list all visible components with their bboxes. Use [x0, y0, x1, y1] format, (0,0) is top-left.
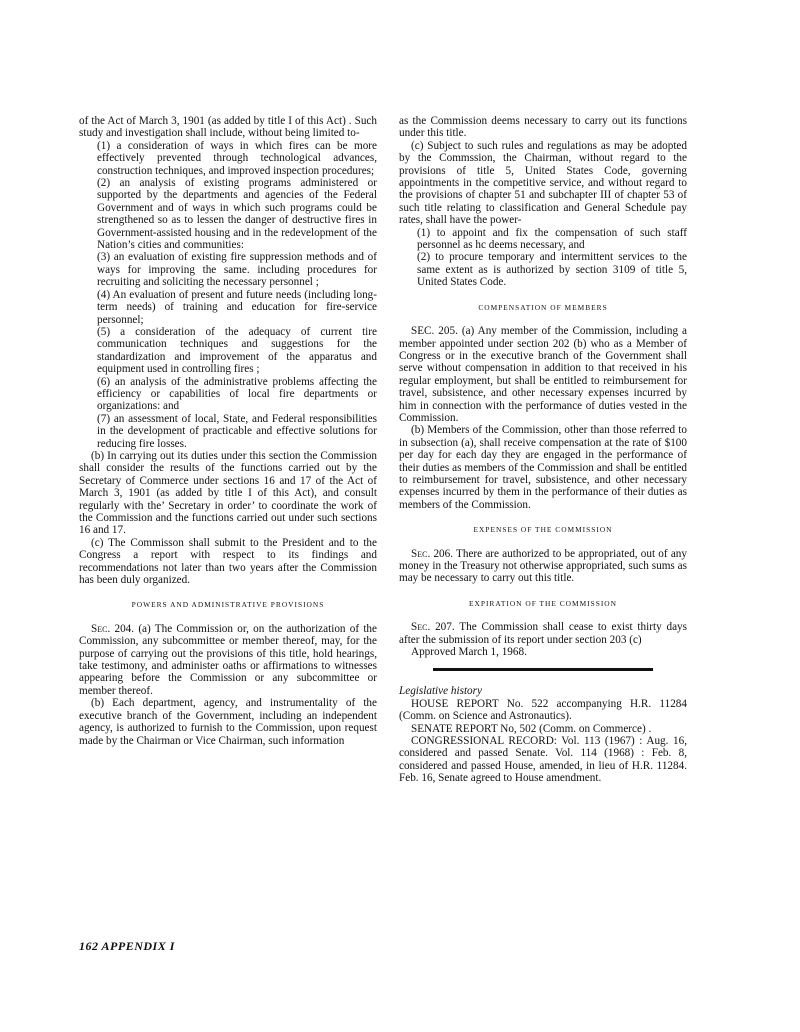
section-207-label: Sec	[411, 621, 428, 634]
continued-paragraph: as the Commission deems necessary to carry out its functions under this title.	[399, 115, 687, 140]
item-2: (2) an analysis of existing programs administered or supported by the departments and agencies of the Federal Government and of ways in which such programs could be strengthened so as to lessen the danger of destructive fires in Government-assisted housing and in the redevelopment of the Nation’s cities and communities:	[97, 177, 377, 252]
section-206	[399, 548, 687, 585]
left-column	[79, 115, 377, 747]
item-4: (4) An evaluation of present and future needs (including long-term needs) of training and education for fire-service personnel;	[97, 288, 377, 326]
item-c2: (2) to procure temporary and intermittent services to the same extent as is authorized by section 3109 of title 5, United States Code.	[417, 251, 687, 289]
section-207	[399, 621, 687, 646]
horizontal-rule	[433, 668, 653, 671]
item-6: (6) an analysis of the administrative problems affecting the efficiency or capabilities of local fire departments or organizations: and	[97, 375, 377, 413]
page-footer: 162 APPENDIX I	[79, 939, 175, 953]
section-206-label: Sec	[411, 547, 428, 560]
legislative-history-title: Legislative history	[399, 685, 482, 698]
section-204-c: (c) Subject to such rules and regulations as may be adopted by the Commssion, the Chairman, without regard to the provisions of title 5, United States Code, governing appointments in the competitive service, and without regard to the provisions of chapter 51 and subchapter III of chapter 53 of such title relating to classification and General Schedule pay rates, shall have the power-	[399, 139, 687, 227]
subsection-b: (b) In carrying out its duties under this section the Commission shall consider the results of the functions carried out by the Secretary of Commerce under sections 16 and 17 of the Act of March 3, 1901 (as added by title I of this Act), and consult regularly with the’ Secretary in order’ to coordinate the work of the Commission and the functions carried out under such sections 16 and 17.	[79, 449, 377, 537]
section-204-label: Sec	[91, 622, 108, 635]
item-7: (7) an assessment of local, State, and Federal responsibilities in the development of practicable and effective solutions for reducing fire losses.	[97, 412, 377, 450]
house-report: HOUSE REPORT No. 522 accompanying H.R. 11284 (Comm. on Science and Astronautics).	[399, 697, 687, 723]
senate-report: SENATE REPORT No, 502 (Comm. on Commerce) .	[411, 722, 652, 735]
section-206-text: . 206. There are authorized to be appropriated, out of any money in the Treasury not otherwise appropriated, such sums as may be necessary to carry out this title.	[399, 547, 687, 585]
congressional-record: CONGRESSIONAL RECORD: Vol. 113 (1967) : Aug. 16, considered and passed Senate. Vol. 114 (1968) : Feb. 8, considered and passed House, amended, in lieu of H.R. 11284. Feb. 16, Senate agreed to House amendment.	[399, 735, 687, 785]
section-205-a: SEC. 205. (a) Any member of the Commission, including a member appointed under section 202 (b) who as a Member of Congress or in the executive branch of the Government shall serve without compensation in addition to that received in his regular employment, but shall be entitled to reimbursement for travel, subsistence, and other necessary expenses incurred by him in connection with the performance of duties vested in the Commission.	[399, 325, 687, 424]
section-204-a	[79, 623, 377, 697]
section-207-text: . 207. The Commission shall cease to exist thirty days after the submission of its report under section 203 (c)	[399, 621, 687, 646]
section-204-b: (b) Each department, agency, and instrumentality of the executive branch of the Government, including an independent agency, is authorized to furnish to the Commission, upon request made by the Chairman or Vice Chairman, such information	[79, 697, 377, 747]
section-204-a-text: . 204. (a) The Commission or, on the authorization of the Commission, any subcommittee or member thereof, may, for the purpose of carrying out the provisions of this title, hold hearings, take testimony, and administer oaths or affirmations to witnesses appearing before the Commission or any subcommittee or member thereof.	[79, 622, 377, 697]
heading-expiration: EXPIRATION OF THE COMMISSION	[469, 598, 617, 608]
heading-expenses: EXPENSES OF THE COMMISSION	[473, 525, 613, 535]
subsection-c: (c) The Commisson shall submit to the President and to the Congress a report with respect to its findings and recommendations not later than two years after the Commission has been duly organized.	[79, 536, 377, 587]
heading-compensation: COMPENSATION OF MEMBERS	[478, 302, 608, 312]
section-205-b: (b) Members of the Commission, other than those referred to in subsection (a), shall receive compensation at the rate of $100 per day for each day they are engaged in the performance of their duties as members of the Commission and shall be entitled to reimbursement for travel, subsistence, and other necessary expenses incurred by them in the performance of their duties as members of the Commission.	[399, 424, 687, 511]
intro-paragraph: of the Act of March 3, 1901 (as added by title I of this Act) . Such study and investigation shall include, without being limited to-	[79, 115, 377, 140]
item-3: (3) an evaluation of existing fire suppression methods and of ways for improving the same. including procedures for recruiting and soliciting the necessary personnel ;	[97, 251, 377, 289]
item-5: (5) a consideration of the adequacy of current tire communication techniques and suggestions for the standardization and improvement of the apparatus and equipment used in controlling fires ;	[97, 325, 377, 376]
approved-date: Approved March 1, 1968.	[411, 646, 527, 659]
item-1: (1) a consideration of ways in which fires can be more effectively prevented through technological advances, construction techniques, and improved inspection procedures;	[97, 139, 377, 177]
item-c1: (1) to appoint and fix the compensation of such staff personnel as hc deems necessary, and	[417, 226, 687, 252]
right-column	[399, 115, 687, 785]
heading-powers: POWERS AND ADMINISTRATIVE PROVISIONS	[131, 600, 325, 610]
